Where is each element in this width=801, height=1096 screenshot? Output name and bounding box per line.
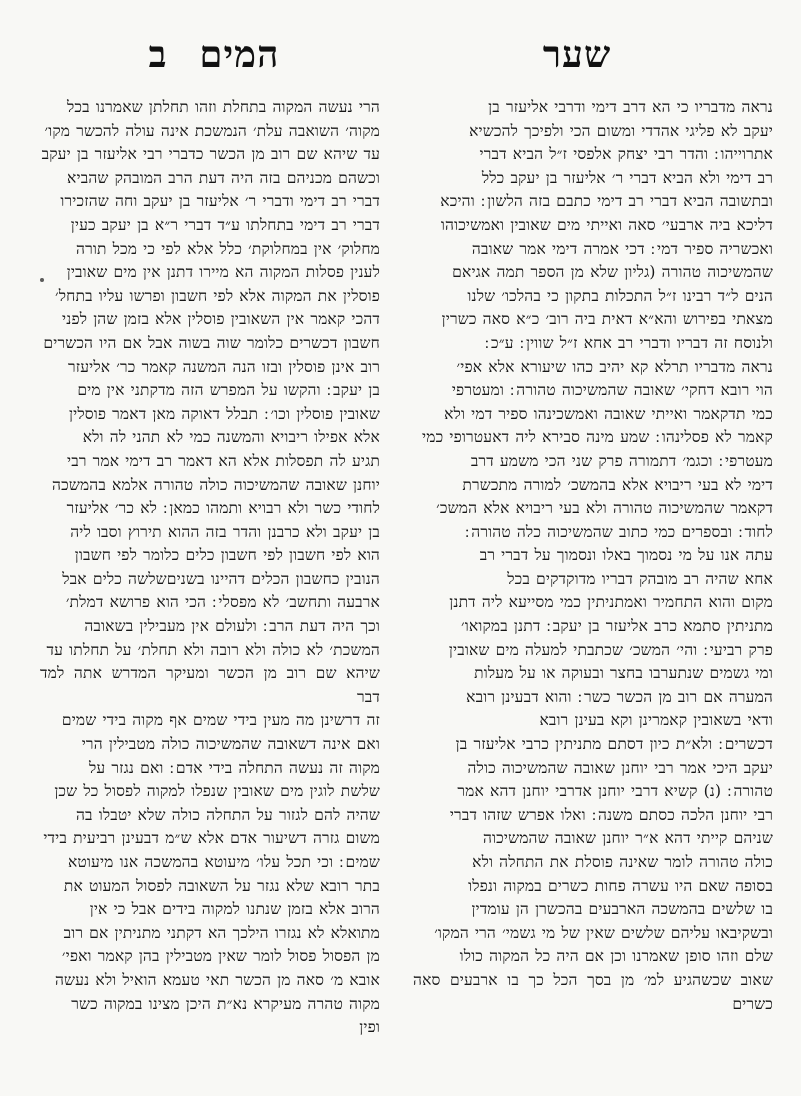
right-header-title: שער xyxy=(542,32,612,76)
left-text-column xyxy=(32,96,380,1078)
document-content xyxy=(32,96,773,1078)
left-column-text: הרי נעשה המקוה בתחלת וזהו תחלתן שאמרנו בכל מקוה׳ השואבה עלת׳ הנמשכת אינה עולה להכשר מקו׳ עד שיהא שם רוב מן הכשר כדברי רבי אליעזר בן יעקב וכשהם מכניהם בזה היה דעת הרב המובהק שהביא דברי רב דימי ודברי ר׳ אליעזר בן יעקב וחה שהזכירו דברי רב דימי בתחלתו ע״ד דברי ר״א בן יעקב כעין מחלוק׳ אין במחלוקת׳ כלל אלא לפי כי מכל תורה לענין פסלות המקוה הא מיירו דתנן אין מים שאובין פוסלין את המקוה אלא לפי חשבון ופרשו עליו בתחל׳ דהכי קאמר אין השאובין פוסלין אלא בזמן שהן לפני חשבון דכשרים כלומר שוה בשוה אבל אם היו הכשרים רוב אינן פוסלין ובזו הנה המשנה קאמר כר׳ אליעזר בן יעקב ׃ והקשו על המפרש הזה מדקתני אין מים שאובין פוסלין וכו׳ ׃ תבלל דאוקה מאן דאמר פוסלין אלא אפילו ריבויא והמשנה כמי לא תהני לה ולא תגיע לה תפסלות אלא הא דאמר רב דימי אמר רבי יוחנן שאובה שהמשיכוה כולה טהורה אלמא בהמשכה לחודי כשר ולא רבויא ותמהו כמאן ׃ לא כר׳ אליעזר בן יעקב ולא כרבנן והדר בזה ההוא תירוץ וסבו ליה הוא לפי חשבון לפי חשבון כלים כלומר לפי חשבון הנובין כחשבון הכלים דהיינו בשניםשלשה כלים אבל ארבעה ותחשב׳ לא מפסלי ׃ הכי הוא פרושא דמלת׳ וכך היה דעת הרב ׃ ולעולם אין מעבילין בשאובה המשכת׳ לא כולה ולא רובה ולא תחלת׳ על תחלתו עד שיהא שם רוב מן הכשר ומעיקר המדרש אתה למד דבר זה דרשינן מה מעין בידי שמים אף מקוה בידי שמים ואם אינה דשאובה שהמשיכוה כולה מטבילין הרי מקוה זה נעשה התחלה בידי אדם ׃ ואם נגזר על שלשת לוגין מים שאובין שנפלו למקוה לפסול כל שכן שהיה להם לגזור על התחלה כולה שלא יטבלו בה משום גזרה דשיעור אדם אלא ש״מ דבעינן רביעית בידי שמים ׃ וכי תכל עלו׳ מיעוטא בהמשכה אנו מיעוטא בתר רובא שלא נגזר על השאובה לפסול המעוט את הרוב אלא בזמן שנתנו למקוה בידים אבל כי אין מתואלא לא נגזרו הילכך הא דקתני מתניתין אם רוב מן הפסול פסול לומר שאין מטבילין בהן קאמר ואפי׳ אובא מ׳ סאה מן הכשר תאי טעמא הואיל ולא נעשה מקוה טהרה מעיקרא נא״ת היכן מצינו במקוה כשר ופין xyxy=(40,98,380,1037)
right-column-text: נראה מדבריו כי הא דרב דימי ודרבי אליעזר בן יעקב לא פליגי אהדדי ומשום הכי ולפיכך להכשיא אתרוייהו ׃ והדר רבי יצחק אלפסי ז״ל הביא דברי רב דימי ולא הביא דברי ר׳ אליעזר בן יעקב כלל ובתשובה הביא דברי רב דימי כתבם בזה הלשון ׃ והיכא דליכא ביה ארבעי׳ סאה ואייתי מים שאובין ואמשיכוהו ואכשריה ספיר דמי ׃ דכי אמרה דימי אמר שאובה שהמשיכוה טהורה (גליון שלא מן הספר תמה אגיאם הנים ל״ד רבינו ז״ל התכלות בתקון כי בהלכו׳ שלנו מצאתי בפירוש והא״א דאית ביה רוב׳ כ״א סאה כשרין ולנוסח זה דבריו ודברי רב אחא ז״ל שווין ׃ ע״כ ׃ נראה מדבריו תרלא קא יהיב כהו שיעורא אלא אפי׳ הוי רובא דחקי׳ שאובה שהמשיכוה טהורה ׃ ומעטרפי כמי תדקאמר ואייתי שאובה ואמשכינהו ספיר דמי ולא קאמר לא פסלינהו ׃ שמע מינה סבירא ליה דאעטרופי כמי מעטרפי ׃ וכגמ׳ דתמורה פרק שני הכי משמע דרב דימי לא בעי ריבויא אלא בהמשכ׳ למורה מתכשרת דקאמר שהמשיכוה טהורה ולא בעי ריבויא אלא המשכ׳ לחוד ׃ ובספרים כמי כתוב שהמשיכוה כלה טהורה ׃ עתה אנו על מי נסמוך באלו ונסמוך על דברי רב אחא שהיה רב מובהק דבריו מדוקדקים בכל מקום והוא התחמיר ואמתניתין כמי מסייעא ליה דתנן מתניתין סתמא כרב אליעזר בן יעקב ׃ דתנן במקואו׳ פרק רביעי ׃ והי׳ המשכ׳ שכתבתי למעלה מים שאובין ומי גשמים שנתערבו בחצר ובעוקה או על מעלות המערה אם רוב מן הכשר כשר ׃ והוא דבעינן רובא ודאי בשאובין קאמרינן וקא בעינן רובא דכשרים ׃ ולא״ת כיון דסתם מתניתין כרבי אליעזר בן יעקב היכי אמר רבי יוחנן שאובה שהמשיכוה כולה טהורה ׃ (נ) קשיא דרבי יוחנן אדרבי יוחנן דהא אמר רבי יוחנן הלכה כסתם משנה ׃ ואלו אפרש שזהו דברי שניהם קייתי דהא א״ר יוחנן שאובה שהמשיכוה כולה טהורה לומר שאינה פוסלת את התחלה ולא בסופה שאם היו עשרה פחות כשרים במקוה ונפלו בו שלשים בהמשכה הארבעים בהכשרן הן עומדין ובשקיבאו עליהם שלשים שאין של מי גשמי׳ הרי המקו׳ שלם וזהו סופן שאמרנו וכן אם היה כל המקוה כולו שאוב שכשהגיע למ׳ מן בסך הכל כך בו ארבעים סאה כשרים xyxy=(413,98,773,1013)
right-text-column xyxy=(413,96,773,1078)
left-header-title xyxy=(74,32,354,77)
left-header-page-marker: ב xyxy=(148,32,168,76)
left-header-main-word: המים xyxy=(199,32,280,76)
page-header xyxy=(28,22,773,94)
margin-ink-dot xyxy=(40,278,44,282)
